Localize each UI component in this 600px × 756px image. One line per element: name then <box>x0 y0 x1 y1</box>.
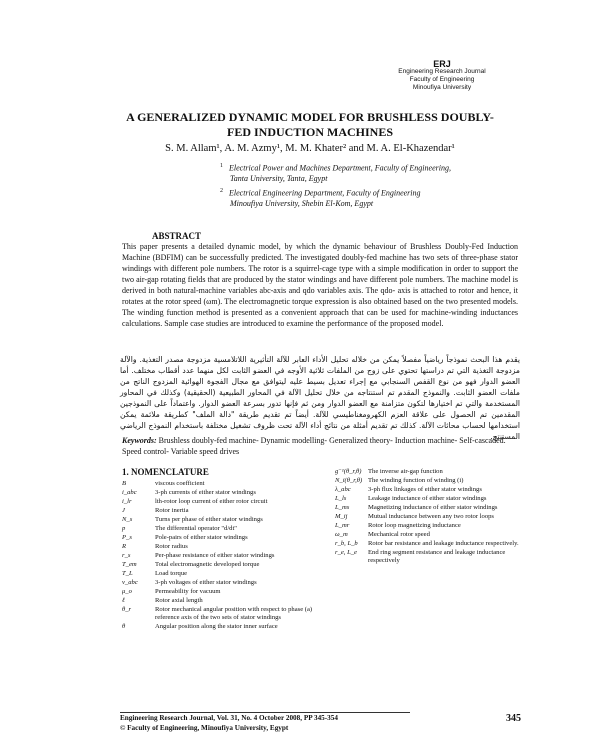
nomenclature-description: Turns per phase of either stator windings <box>155 516 263 523</box>
affiliation-2 <box>220 186 480 209</box>
nomenclature-description: Angular position along the stator inner surface <box>155 623 278 630</box>
nomenclature-row <box>122 543 327 552</box>
nomenclature-symbol: g⁻¹(θ_r,θ) <box>335 468 362 475</box>
nomenclature-symbol: ω_m <box>335 531 348 538</box>
nomenclature-description: The inverse air-gap function <box>368 468 443 475</box>
nomenclature-row <box>122 498 327 507</box>
nomenclature-description: Mechanical rotor speed <box>368 531 430 538</box>
nomenclature-row <box>335 477 520 486</box>
affiliation-line: Electrical Power and Machines Department, Faculty of Engineering, <box>229 163 451 173</box>
affiliation-marker: 2 <box>220 188 223 194</box>
nomenclature-symbol: J <box>122 507 125 514</box>
nomenclature-row <box>335 549 520 566</box>
nomenclature-row <box>122 606 327 623</box>
nomenclature-row <box>335 468 520 477</box>
nomenclature-description: Permeability for vacuum <box>155 588 221 595</box>
nomenclature-description: 3-ph currents of either stator windings <box>155 489 256 496</box>
journal-header <box>372 60 512 92</box>
nomenclature-description: The winding function of winding (i) <box>368 477 464 484</box>
affiliation-line: Electrical Engineering Department, Faculty of Engineering <box>229 188 421 198</box>
footer-copyright: © Faculty of Engineering, Minoufiya University, Egypt <box>120 724 289 732</box>
nomenclature-symbol: N_i(θ_r,θ) <box>335 477 363 484</box>
nomenclature-description: Pole-pairs of either stator windings <box>155 534 248 541</box>
nomenclature-symbol: r_b, L_b <box>335 540 358 547</box>
nomenclature-description: Rotor axial length <box>155 597 203 604</box>
nomenclature-symbol: M_ij <box>335 513 348 520</box>
paper-title: A GENERALIZED DYNAMIC MODEL FOR BRUSHLESS DOUBLY-FED INDUCTION MACHINES <box>126 110 494 139</box>
affiliation-line: Tanta University, Tanta, Egypt <box>230 173 328 183</box>
keywords-text: Brushless doubly-fed machine- Dynamic modelling- Generalized theory- Induction machine- Self-cascaded. Speed control- Variable speed drives <box>122 436 506 456</box>
nomenclature-description: Magnetizing inductance of either stator windings <box>368 504 498 511</box>
nomenclature-row <box>122 561 327 570</box>
abstract-heading: ABSTRACT <box>152 231 202 241</box>
page-number: 345 <box>506 713 521 724</box>
affiliation-line: Minoufiya University, Shebin El-Kom, Egypt <box>230 198 374 208</box>
journal-logo: ERJ <box>433 59 451 69</box>
author-list: S. M. Allam¹, A. M. Azmy¹, M. M. Khater² and M. A. El-Khazendar¹ <box>165 143 455 154</box>
nomenclature-description: The differential operator "d/dt" <box>155 525 237 532</box>
nomenclature-symbol: T_L <box>122 570 133 577</box>
nomenclature-description: Rotor loop magnetizing inductance <box>368 522 461 529</box>
nomenclature-symbol: R <box>122 543 127 550</box>
nomenclature-description: Mutual inductance between any two rotor loops <box>368 513 494 520</box>
nomenclature-symbol: i_lr <box>122 498 132 505</box>
nomenclature-row <box>335 495 520 504</box>
nomenclature-heading: 1. NOMENCLATURE <box>122 467 209 477</box>
nomenclature-row <box>335 540 520 549</box>
nomenclature-description: Per-phase resistance of either stator windings <box>155 552 275 559</box>
nomenclature-row <box>335 513 520 522</box>
nomenclature-row <box>122 534 327 543</box>
nomenclature-row <box>122 623 327 632</box>
nomenclature-symbol: μ_o <box>122 588 132 595</box>
footer-citation <box>120 712 410 733</box>
nomenclature-symbol: r_e, L_e <box>335 549 357 556</box>
nomenclature-description: 3-ph voltages of either stator windings <box>155 579 257 586</box>
arabic-abstract: يقدم هذا البحث نموذجاً رياضياً مفصلاً يمكن من خلاله تحليل الأداء العابر للآلة التأثيرية اللاتلامسية مزدوجة مصدر التغذية. والآلة مزدوجة التغذية التي تم دراستها تحتوي على زوج من الملفات ثلاثية الأوجه في العضو الثابت لكل منهما عدد أقطاب مختلف. أما العضو الدوار فهو من نوع القفص السنجابي مع إجراء تعديل بسيط عليه ليتوافق مع مجال الفجوة الهوائية المزدوج الناتج من ملفات العضو الثابت. والنموذج المقدم تم استنتاجه من خلال تحليل الآلة في المحاور الطبيعية (الحقيقية) وكذلك في المحاور المستخدمة والتي تم اختيارها لتكون متزامنة مع العضو الدوار ومن ثم فإنها تدور بسرعة العضو الدوار. واعتماداً على النموذجين المقدمين تم الحصول على علاقة العزم الكهرومغناطيسي للآلة. أيضاً تم تقديم طريقة "دالة الملف" كطريقة ملائمة يمكن استخدامها لحساب محاثات الآلة. كذلك تم تقديم أمثلة من نتائج أداء الآلة تحت ظروف تشغيل مختلفة باستخدام النموذج الرياضي المستنتج. <box>120 355 520 441</box>
journal-university: Minoufiya University <box>412 84 472 91</box>
nomenclature-row <box>122 579 327 588</box>
nomenclature-symbol: ℓ <box>122 597 125 604</box>
nomenclature-description: Leakage inductance of either stator windings <box>368 495 487 502</box>
nomenclature-row <box>122 588 327 597</box>
nomenclature-description: Rotor inertia <box>155 507 189 514</box>
keywords-label: Keywords: <box>122 436 157 445</box>
nomenclature-row <box>335 486 520 495</box>
nomenclature-left-table <box>122 480 327 632</box>
nomenclature-symbol: P_s <box>122 534 132 541</box>
footer-journal: Engineering Research Journal, Vol. 31, No. 4 October 2008, PP 345-354 <box>120 714 338 722</box>
nomenclature-symbol: L_ls <box>335 495 347 502</box>
nomenclature-row <box>122 570 327 579</box>
nomenclature-row <box>122 516 327 525</box>
affiliation-marker: 1 <box>220 163 223 169</box>
nomenclature-description: lth-rotor loop current of either rotor circuit <box>155 498 268 505</box>
abstract-body: This paper presents a detailed dynamic model, by which the dynamic behaviour of Brushless Doubly-Fed Induction Machine (BDFIM) can be successfully predicted. The investigated doubly-fed machine has two sets of three-phase stator windings with different pole numbers. The rotor is a squirrel-cage type with a simple modification in order to support the two air-gap rotating fields that are produced by the stator windings and have different pole numbers. The machine model is derived in both natural-machine variables abc-axis and qdo variables axis. The qdo- axis is attached to rotor and hence, it rotates at the rotor speed (ωm). The electromagnetic torque expression is also obtained based on the two presented models. The winding function method is presented as a convenient approach that can be used for machine-winding inductances calculations. Sample case studies are introduced to examine the performance of the proposed model. <box>122 242 518 328</box>
nomenclature-description: viscous coefficient <box>155 480 205 487</box>
nomenclature-symbol: B <box>122 480 127 487</box>
nomenclature-symbol: i_abc <box>122 489 137 496</box>
nomenclature-symbol: r_s <box>122 552 131 559</box>
nomenclature-row <box>122 597 327 606</box>
nomenclature-row <box>335 504 520 513</box>
nomenclature-description: 3-ph flux linkages of either stator windings <box>368 486 482 493</box>
nomenclature-symbol: θ_r <box>122 606 132 613</box>
nomenclature-symbol: λ_abc <box>335 486 351 493</box>
nomenclature-description: Load torque <box>155 570 188 577</box>
nomenclature-row <box>335 522 520 531</box>
keywords <box>122 435 518 457</box>
nomenclature-symbol: N_s <box>122 516 133 523</box>
nomenclature-row <box>122 480 327 489</box>
nomenclature-symbol: L_ms <box>335 504 350 511</box>
nomenclature-row <box>122 525 327 534</box>
nomenclature-right-table <box>335 468 520 566</box>
journal-faculty: Faculty of Engineering <box>409 76 475 83</box>
nomenclature-row <box>122 507 327 516</box>
nomenclature-symbol: θ <box>122 623 126 630</box>
nomenclature-symbol: L_mr <box>335 522 350 529</box>
nomenclature-row <box>122 489 327 498</box>
nomenclature-symbol: p <box>122 525 126 532</box>
nomenclature-row <box>335 531 520 540</box>
nomenclature-symbol: T_em <box>122 561 137 568</box>
nomenclature-description: Total electromagnetic developed torque <box>155 561 260 568</box>
nomenclature-symbol: v_abc <box>122 579 138 586</box>
affiliation-1 <box>220 161 480 184</box>
nomenclature-row <box>122 552 327 561</box>
nomenclature-description: End ring segment resistance and leakage inductance respectively <box>368 549 506 564</box>
nomenclature-description: Rotor radius <box>155 543 188 550</box>
journal-name: Engineering Research Journal <box>398 68 486 75</box>
nomenclature-description: Rotor mechanical angular position with respect to phase (a) reference axis of the two sets of stator windings <box>155 606 313 621</box>
nomenclature-description: Rotor bar resistance and leakage inductance respectively. <box>368 540 519 547</box>
